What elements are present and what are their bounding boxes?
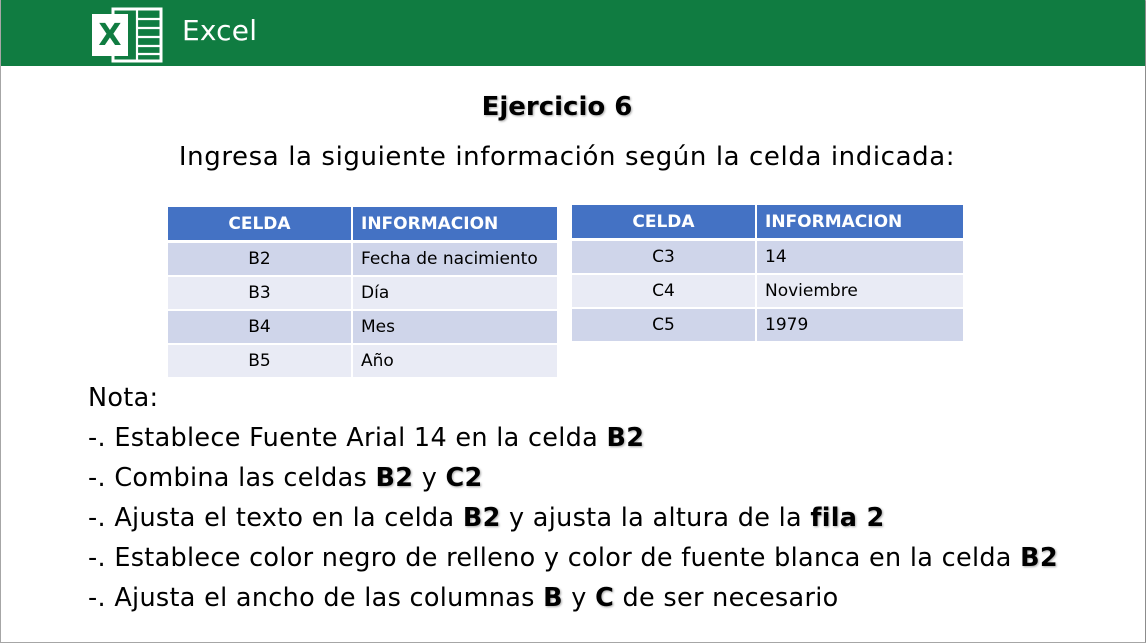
cell-ref: B3 (168, 277, 353, 311)
note-line-4 (88, 538, 1058, 578)
table-row (168, 243, 559, 277)
table-row (168, 277, 559, 311)
cell-ref: C3 (572, 241, 757, 275)
note-bold-ref: B2 (1020, 543, 1058, 573)
column-header-informacion: INFORMACION (757, 205, 965, 241)
note-line-2 (88, 458, 1058, 498)
cell-ref: C4 (572, 275, 757, 309)
exercise-title: Ejercicio 6 (481, 92, 633, 122)
cell-info: Fecha de nacimiento (353, 243, 559, 277)
note-text: -. Establece color negro de relleno y color de fuente blanca en la celda (88, 543, 1021, 573)
note-bold-ref: C2 (445, 463, 483, 493)
notes-section (88, 378, 1058, 618)
table-row (572, 241, 965, 275)
header-bar (1, 0, 1145, 66)
note-text: -. Ajusta el texto en la celda (88, 503, 463, 533)
cell-table-left (168, 207, 559, 379)
note-bold-ref: C (595, 583, 615, 613)
note-text: de ser necesario (614, 583, 839, 613)
logo-letter: X (98, 18, 122, 53)
note-text: y (413, 463, 446, 493)
table-row (572, 309, 965, 343)
cell-info: Día (353, 277, 559, 311)
cell-ref: B4 (168, 311, 353, 345)
app-name: Excel (182, 14, 258, 47)
cell-info: Año (353, 345, 559, 379)
cell-ref: B5 (168, 345, 353, 379)
note-bold-ref: B2 (462, 503, 501, 533)
note-text: -. Ajusta el ancho de las columnas (88, 583, 544, 613)
note-bold-ref: B2 (375, 463, 414, 493)
excel-logo-icon (91, 6, 163, 64)
note-line-3 (88, 498, 1058, 538)
column-header-celda: CELDA (572, 205, 757, 241)
column-header-celda: CELDA (168, 207, 353, 243)
cell-ref: C5 (572, 309, 757, 343)
note-bold-ref: B (543, 583, 563, 613)
note-text: -. Establece Fuente Arial 14 en la celda (88, 423, 607, 453)
table-row (168, 345, 559, 379)
cell-info: Noviembre (757, 275, 965, 309)
cell-ref: B2 (168, 243, 353, 277)
table-row (168, 311, 559, 345)
table-header-row (572, 205, 965, 241)
note-bold-ref: B2 (606, 423, 645, 453)
cell-table-right (572, 205, 965, 343)
notes-heading: Nota: (88, 383, 159, 413)
note-text: y ajusta la altura de la (500, 503, 811, 533)
note-text: y (562, 583, 596, 613)
table-row (572, 275, 965, 309)
note-line-1 (88, 418, 1058, 458)
table-header-row (168, 207, 559, 243)
cell-info: Mes (353, 311, 559, 345)
note-text: -. Combina las celdas (88, 463, 376, 493)
column-header-informacion: INFORMACION (353, 207, 559, 243)
note-bold-ref: fila 2 (810, 503, 885, 533)
cell-info: 1979 (757, 309, 965, 343)
instructions-subtitle: Ingresa la siguiente información según la celda indicada: (178, 142, 956, 172)
cell-info: 14 (757, 241, 965, 275)
note-line-5 (88, 578, 1058, 618)
